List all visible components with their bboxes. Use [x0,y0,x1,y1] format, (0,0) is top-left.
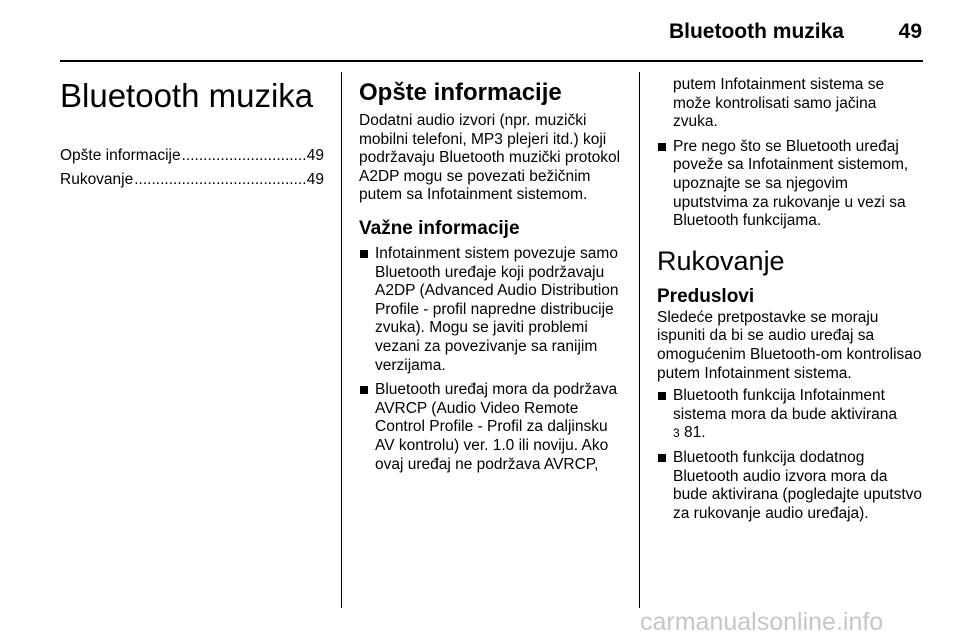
section-heading-general: Opšte informacije [359,79,562,106]
list-item-text: Bluetooth funkcija Infotainment sistema mora da bude aktivirana [673,387,898,423]
watermark: carmanualsonline.info [640,608,884,636]
general-intro: Dodatni audio izvori (npr. muzički mobilni telefoni, MP3 plejeri itd.) koji podržavaju Bluetooth muzički protokol A2DP mogu se povezati bežičnim putem sa Infotainment sistemom. [359,112,621,204]
column-right [657,76,923,529]
section-heading-operation: Rukovanje [657,245,785,276]
page-reference-link[interactable]: 81. [684,424,706,442]
square-bullet-icon [360,250,368,258]
toc-leader [182,144,306,168]
list-item [359,245,621,375]
important-info-list-continued [657,138,923,231]
bullet-continuation: putem Infotainment sistema se može kontrolisati samo jačina zvuka. [673,76,885,131]
toc-entry-general[interactable] [60,144,324,168]
list-item-text: Bluetooth uređaj mora da podržava AVRCP (Audio Video Remote Control Profile - Profil za daljinsku AV kontrolu) ver. 1.0 ili noviju. Ako ovaj uređaj ne podržava AVRCP, [375,381,618,473]
list-item-text: Pre nego što se Bluetooth uređaj poveže sa Infotainment sistemom, upoznajte se sa njegovim uputstvima za rukovanje u vezi sa Bluetooth funkcijama. [673,137,909,230]
chapter-title: Bluetooth muzika [60,77,314,114]
important-info-list [359,245,621,474]
list-item [657,138,923,231]
header-rule [60,60,923,62]
prerequisites-heading: Preduslovi [657,285,755,307]
page-reference-icon: 3 [673,426,680,441]
square-bullet-icon [658,392,666,400]
toc-page: 49 [306,147,324,164]
column-divider-2 [639,72,640,608]
prerequisites-list [657,387,923,523]
page-number: 49 [898,20,922,43]
list-item [359,381,621,474]
list-item [657,449,923,523]
toc-leader [134,168,306,192]
table-of-contents [60,144,324,192]
square-bullet-icon [658,143,666,151]
toc-label: Rukovanje [60,171,134,188]
column-left [60,76,324,192]
header-title: Bluetooth muzika [668,20,844,43]
column-divider-1 [341,72,342,608]
list-item [657,387,923,443]
column-middle [359,76,621,480]
list-item-text: Infotainment sistem povezuje samo Bluetooth uređaje koji podržavaju A2DP (Advanced Audio Distribution Profile - profil napredne distribucije zvuka). Mogu se javiti problemi vezani za povezivanje sa ranijim verzijama. [375,244,619,374]
square-bullet-icon [360,386,368,394]
toc-label: Opšte informacije [60,147,181,164]
important-info-heading: Važne informacije [359,217,520,239]
prerequisites-intro: Sledeće pretpostavke se moraju ispuniti da bi se audio uređaj sa omogućenim Bluetooth-om kontrolisao putem Infotainment sistema. [657,308,922,382]
square-bullet-icon [658,454,666,462]
list-item-text: Bluetooth funkcija dodatnog Bluetooth audio izvora mora da bude aktivirana (pogledajte uputstvo za rukovanje audio uređaja). [673,448,923,522]
toc-page: 49 [306,171,324,188]
toc-entry-operation[interactable] [60,168,324,192]
